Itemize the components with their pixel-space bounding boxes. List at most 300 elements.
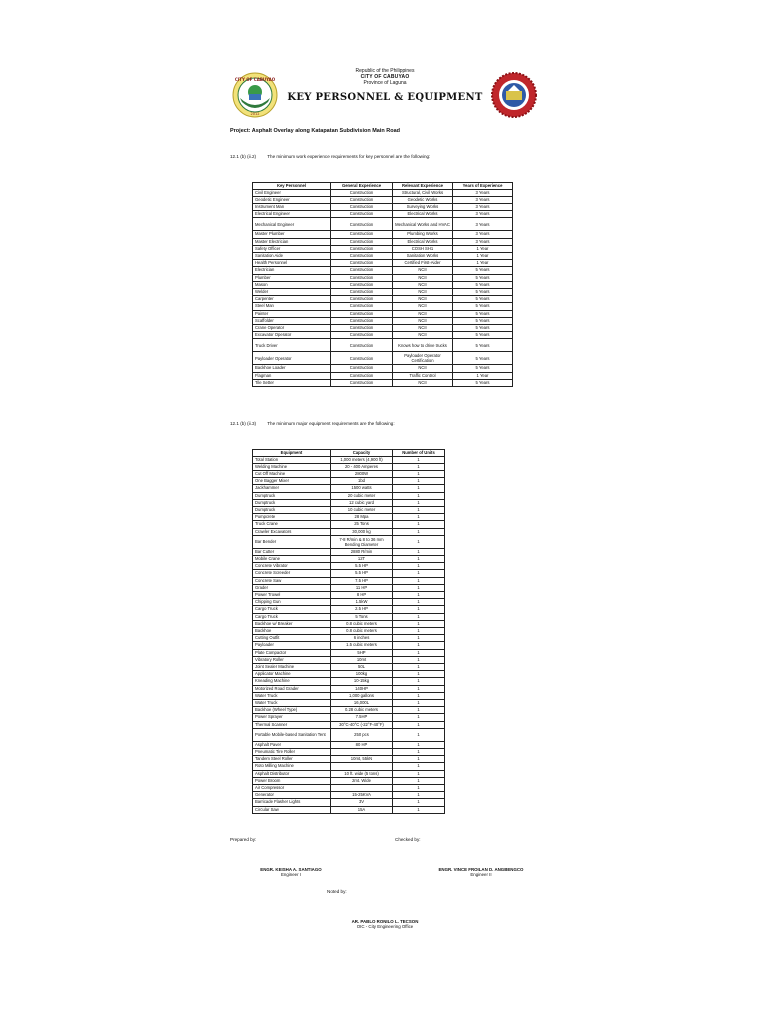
table-cell: 2.5 HP [331, 606, 393, 613]
table-cell: 11 HP [331, 584, 393, 591]
table-cell: 15A [331, 806, 393, 813]
table-row [253, 506, 445, 513]
personnel-clause-number: 12.1 (b) (ii.2) [230, 154, 257, 159]
table-cell: 1 [393, 485, 445, 492]
table-cell: Asphalt Paver [253, 741, 331, 748]
table-row [253, 649, 445, 656]
table-cell: 15-25KVA [331, 792, 393, 799]
table-cell: 5 Years [453, 339, 513, 352]
table-cell: NCII [393, 274, 453, 281]
table-cell: 1 [393, 792, 445, 799]
table-cell: 1 [393, 763, 445, 770]
table-row [253, 245, 513, 252]
table-cell: Electrical Works [393, 238, 453, 245]
table-cell: 5 Years [453, 281, 513, 288]
table-cell: 1 Year [453, 245, 513, 252]
table-row [253, 685, 445, 692]
table-cell: 1 [393, 470, 445, 477]
table-cell: 1.5 cubic meters [331, 642, 393, 649]
table-row [253, 528, 445, 535]
table-cell: Certified First-Aider [393, 260, 453, 267]
table-cell: 1 [393, 656, 445, 663]
table-cell: 1 [393, 692, 445, 699]
table-cell: 5 Years [453, 296, 513, 303]
table-cell: 2800W [331, 470, 393, 477]
table-cell: 1 [393, 707, 445, 714]
table-cell: Sanitation Aide [253, 252, 331, 259]
table-cell: NCII [393, 317, 453, 324]
table-row [253, 799, 445, 806]
equipment-clause-text: The minimum major equipment requirements are the following: [267, 421, 395, 426]
table-cell: Scaffolder [253, 317, 331, 324]
table-cell: Construction [331, 352, 393, 365]
table-cell: 5HP [331, 649, 393, 656]
table-row [253, 492, 445, 499]
table-cell: NCII [393, 303, 453, 310]
table-row [253, 379, 513, 386]
table-cell: Health Personnel [253, 260, 331, 267]
table-cell: Pumpcrete [253, 514, 331, 521]
table-cell: 10-15kg [331, 678, 393, 685]
table-cell: 250 pcs [331, 728, 393, 741]
table-row [253, 635, 445, 642]
table-cell: 5 Years [453, 310, 513, 317]
table-cell: Truck Crane [253, 521, 331, 528]
table-row [253, 756, 445, 763]
column-header: General Experience [331, 183, 393, 190]
table-row [253, 274, 513, 281]
table-cell: 1 [393, 799, 445, 806]
table-row [253, 238, 513, 245]
table-cell: Painter [253, 310, 331, 317]
table-cell: 1,000 meters (4,900 ft) [331, 456, 393, 463]
table-cell: Payloader [253, 642, 331, 649]
table-cell: Motorized Road Grader [253, 685, 331, 692]
table-cell: 1 [393, 528, 445, 535]
checker-name: ENGR. VINCE FROILAN D. ANGBENGCO [438, 867, 524, 872]
table-cell: 28 Mpa [331, 514, 393, 521]
header-city: CITY OF CABUYAO [360, 74, 410, 80]
table-cell: 30,000 kg [331, 528, 393, 535]
table-cell: Cutting Outfit [253, 635, 331, 642]
table-row [253, 324, 513, 331]
table-cell: 1 [393, 685, 445, 692]
table-cell: Knows how to drive trucks [393, 339, 453, 352]
table-cell: Backhoe w/ Breaker [253, 620, 331, 627]
table-cell: 20 cubic meter [331, 492, 393, 499]
table-cell: 1 Year [453, 260, 513, 267]
table-cell: 1 [393, 700, 445, 707]
table-cell: 1 [393, 548, 445, 555]
table-row [253, 606, 445, 613]
table-row [253, 591, 445, 598]
table-cell: NCII [393, 332, 453, 339]
table-row [253, 332, 513, 339]
table-cell: Surveying Works [393, 203, 453, 210]
table-row [253, 663, 445, 670]
table-cell: 1500 watts [331, 485, 393, 492]
document-header [230, 68, 540, 103]
table-row [253, 231, 513, 238]
table-cell: 1 [393, 521, 445, 528]
table-cell: 1 [393, 749, 445, 756]
key-personnel-table [252, 182, 513, 387]
table-row [253, 642, 445, 649]
project-title: Project: Asphalt Overlay along Katapatan Subdivision Main Road [230, 128, 401, 134]
table-row [253, 463, 445, 470]
table-cell: Dumptruck [253, 506, 331, 513]
table-cell: Geodetic Works [393, 196, 453, 203]
table-cell: Truck Driver [253, 339, 331, 352]
table-cell: Flagman [253, 372, 331, 379]
table-row [253, 218, 513, 231]
table-cell: 1 [393, 777, 445, 784]
personnel-clause-text: The minimum work experience requirements for key personnel are the following: [267, 154, 431, 159]
table-cell: 3 Years [453, 218, 513, 231]
table-cell: 7-8 R/min & 8 to 36 mm Bending Diameter [331, 535, 393, 548]
table-cell: 80 HP [331, 741, 393, 748]
table-row [253, 252, 513, 259]
table-cell: 0.8 cubic meters [331, 620, 393, 627]
table-cell: 1 Year [453, 252, 513, 259]
table-cell: 1 [393, 714, 445, 721]
table-cell: Construction [331, 339, 393, 352]
table-row [253, 521, 445, 528]
table-cell: COSH SH1 [393, 245, 453, 252]
table-cell: 1 [393, 456, 445, 463]
table-cell: Air Compressor [253, 785, 331, 792]
table-cell: Cut Off Machine [253, 470, 331, 477]
table-cell: Construction [331, 267, 393, 274]
table-cell [331, 785, 393, 792]
table-cell: Dumptruck [253, 499, 331, 506]
table-row [253, 260, 513, 267]
table-row [253, 548, 445, 555]
table-cell: 1 [393, 570, 445, 577]
table-cell: Carpenter [253, 296, 331, 303]
equipment-clause-number: 12.1 (b) (ii.3) [230, 421, 257, 426]
table-cell: 10mt, 55kN [331, 756, 393, 763]
table-cell: Payloader Operator Certification [393, 352, 453, 365]
table-cell: Construction [331, 303, 393, 310]
table-cell: 20 - 400 Amperes [331, 463, 393, 470]
table-row [253, 310, 513, 317]
table-cell: NCII [393, 379, 453, 386]
table-cell: 3 Years [453, 211, 513, 218]
table-cell: 1 [393, 591, 445, 598]
table-cell: Construction [331, 238, 393, 245]
table-cell: Electrical Works [393, 211, 453, 218]
preparer-block [246, 867, 336, 877]
noter-role: OIC - City Engineering Office [356, 924, 414, 929]
table-cell: 5 Years [453, 288, 513, 295]
table-cell: Mason [253, 281, 331, 288]
table-row [253, 728, 445, 741]
table-cell: Construction [331, 189, 393, 196]
table-cell: Backhoe Loader [253, 365, 331, 372]
table-row [253, 499, 445, 506]
equipment-clause [230, 421, 395, 426]
table-cell: 5 Years [453, 352, 513, 365]
table-cell: NCII [393, 296, 453, 303]
table-cell: Concrete Saw [253, 577, 331, 584]
table-cell: 1 [393, 663, 445, 670]
table-cell: 30°C-40°C (-22°F-40°F) [331, 721, 393, 728]
table-row [253, 692, 445, 699]
preparer-name: ENGR. KEISHA A. SANTIAGO [260, 867, 322, 872]
table-cell: Structural, Civil Works [393, 189, 453, 196]
table-cell: Generator [253, 792, 331, 799]
table-cell: Master Electrician [253, 238, 331, 245]
table-row [253, 656, 445, 663]
table-cell: Total Station [253, 456, 331, 463]
table-cell: Circular Saw [253, 806, 331, 813]
table-cell: 3 Years [453, 231, 513, 238]
table-cell: 1 [393, 499, 445, 506]
table-cell: Plumbing Works [393, 231, 453, 238]
table-row [253, 577, 445, 584]
table-cell: NCII [393, 267, 453, 274]
table-cell: Water Truck [253, 692, 331, 699]
header-province: Province of Laguna [363, 80, 407, 86]
table-row [253, 203, 513, 210]
table-cell: Construction [331, 379, 393, 386]
table-cell: Joint Sealer Machine [253, 663, 331, 670]
table-cell: 3 Years [453, 238, 513, 245]
table-cell: Construction [331, 245, 393, 252]
table-cell: Geodetic Engineer [253, 196, 331, 203]
table-cell: Construction [331, 281, 393, 288]
table-cell: Crane Operator [253, 324, 331, 331]
table-row [253, 763, 445, 770]
table-row [253, 456, 445, 463]
column-header: Equipment [253, 450, 331, 457]
table-cell: Crawler Excavators [253, 528, 331, 535]
table-cell: Electrician [253, 267, 331, 274]
table-cell: 10 cubic meter [331, 506, 393, 513]
table-cell: 3V [331, 799, 393, 806]
table-cell: 1 [393, 506, 445, 513]
table-cell: Concrete Screeder [253, 570, 331, 577]
table-cell: Jackhammer [253, 485, 331, 492]
table-cell: 0.28 cubic meters [331, 707, 393, 714]
table-cell: 1 [393, 649, 445, 656]
table-cell: Plate Compactor [253, 649, 331, 656]
table-row [253, 613, 445, 620]
table-cell: Power Broom [253, 777, 331, 784]
table-cell: 5.5 HP [331, 563, 393, 570]
column-header: Years of Experience [453, 183, 513, 190]
table-row [253, 770, 445, 777]
header-republic: Republic of the Philippines [355, 68, 415, 74]
table-cell: Tile Setter [253, 379, 331, 386]
table-cell: 10 ft. wide (5 tons) [331, 770, 393, 777]
table-cell: NCII [393, 310, 453, 317]
table-cell: Tandem Steel Roller [253, 756, 331, 763]
table-row [253, 352, 513, 365]
table-cell: Construction [331, 310, 393, 317]
table-cell: 1 [393, 721, 445, 728]
table-cell: 1 [393, 627, 445, 634]
table-cell: Dumptruck [253, 492, 331, 499]
table-cell: 5.5 HP [331, 570, 393, 577]
table-cell: Barricade Flasher Lights [253, 799, 331, 806]
table-cell: NCII [393, 288, 453, 295]
table-cell: Kneading Machine [253, 678, 331, 685]
table-cell: Master Plumber [253, 231, 331, 238]
table-cell: 3 Years [453, 203, 513, 210]
table-cell: Civil Engineer [253, 189, 331, 196]
table-cell: Safety Officer [253, 245, 331, 252]
table-cell: Construction [331, 317, 393, 324]
table-cell: 5 Tons [331, 613, 393, 620]
table-cell: 140HP [331, 685, 393, 692]
table-cell: 1 [393, 584, 445, 591]
table-cell: 2880 R/min [331, 548, 393, 555]
table-row [253, 211, 513, 218]
table-row [253, 267, 513, 274]
table-cell: Plumber [253, 274, 331, 281]
table-row [253, 599, 445, 606]
checker-block [428, 867, 534, 877]
table-cell: 25 Tons [331, 521, 393, 528]
table-cell: Cargo Truck [253, 606, 331, 613]
table-row [253, 288, 513, 295]
table-row [253, 563, 445, 570]
table-cell: Mechanical Engineer [253, 218, 331, 231]
equipment-table [252, 449, 445, 814]
table-cell: 3 Years [453, 196, 513, 203]
table-cell: 12T [331, 555, 393, 562]
table-cell: Instrument Man [253, 203, 331, 210]
table-cell: 100kg [331, 671, 393, 678]
table-cell: Grader [253, 584, 331, 591]
table-cell: 50L [331, 663, 393, 670]
table-row [253, 620, 445, 627]
table-cell: 5 Years [453, 317, 513, 324]
table-row [253, 555, 445, 562]
table-cell: Construction [331, 211, 393, 218]
table-cell: 5 Years [453, 324, 513, 331]
table-cell: Applicator Machine [253, 671, 331, 678]
table-row [253, 671, 445, 678]
table-cell: Welder [253, 288, 331, 295]
table-row [253, 303, 513, 310]
table-cell: 1 [393, 642, 445, 649]
table-cell: 1,000 gallons [331, 692, 393, 699]
table-row [253, 281, 513, 288]
table-row [253, 785, 445, 792]
column-header: Relevant Experience [393, 183, 453, 190]
table-cell: 1 [393, 599, 445, 606]
table-cell: Construction [331, 274, 393, 281]
table-row [253, 365, 513, 372]
table-cell: 5 Years [453, 303, 513, 310]
table-row [253, 570, 445, 577]
table-cell: 12 cubic yard [331, 499, 393, 506]
table-row [253, 535, 445, 548]
table-cell: Construction [331, 196, 393, 203]
noter-name: AR. PABLO RONILO L. TECSON [351, 919, 419, 924]
table-cell: 1 [393, 606, 445, 613]
table-cell: Construction [331, 288, 393, 295]
table-cell: Backhoe (Wheel Type) [253, 707, 331, 714]
table-cell: 1 [393, 492, 445, 499]
table-cell: Construction [331, 260, 393, 267]
table-cell: Asphalt Distributor [253, 770, 331, 777]
table-cell: 1 [393, 728, 445, 741]
table-cell: 1 [393, 620, 445, 627]
table-cell: 2mt. Wide [331, 777, 393, 784]
table-row [253, 339, 513, 352]
table-row [253, 741, 445, 748]
table-cell: Bar Cutter [253, 548, 331, 555]
table-cell: 10mt [331, 656, 393, 663]
table-cell: Construction [331, 203, 393, 210]
table-cell: Welding Machine [253, 463, 331, 470]
table-row [253, 478, 445, 485]
table-cell: Chipping Gun [253, 599, 331, 606]
checker-role: Engineer II [470, 872, 492, 877]
table-cell: 5 Years [453, 365, 513, 372]
table-cell: NCII [393, 281, 453, 288]
table-cell: 1 [393, 741, 445, 748]
prepared-by-label: Prepared by: [230, 837, 257, 842]
table-cell: 1 [393, 478, 445, 485]
table-cell: Construction [331, 324, 393, 331]
table-cell: 5 Years [453, 332, 513, 339]
table-cell: Construction [331, 296, 393, 303]
table-cell: Electrical Engineer [253, 211, 331, 218]
table-row [253, 317, 513, 324]
table-cell: 1 [393, 806, 445, 813]
table-row [253, 749, 445, 756]
table-cell: 5 Years [453, 274, 513, 281]
table-cell: 8 HP [331, 591, 393, 598]
table-cell: 5 Years [453, 267, 513, 274]
table-row [253, 196, 513, 203]
table-row [253, 714, 445, 721]
table-cell: 1 [393, 577, 445, 584]
table-cell: 1.5kW [331, 599, 393, 606]
table-cell: 7.5 HP [331, 577, 393, 584]
table-cell: 1 [393, 770, 445, 777]
table-cell: 1 [393, 535, 445, 548]
table-cell: Construction [331, 365, 393, 372]
personnel-clause [230, 154, 430, 159]
table-cell: 1 [393, 785, 445, 792]
table-cell: Concrete Vibrator [253, 563, 331, 570]
table-cell: 6 inches [331, 635, 393, 642]
table-cell: 0.8 cubic meters [331, 627, 393, 634]
table-row [253, 485, 445, 492]
table-row [253, 514, 445, 521]
table-cell: 1 Year [453, 372, 513, 379]
table-row [253, 678, 445, 685]
table-row [253, 721, 445, 728]
table-cell: 1bd [331, 478, 393, 485]
document-title: KEY PERSONNEL & EQUIPMENT [287, 92, 483, 103]
table-cell: Construction [331, 332, 393, 339]
table-cell: NCII [393, 365, 453, 372]
table-row [253, 792, 445, 799]
table-row [253, 627, 445, 634]
noter-block [335, 919, 435, 929]
table-cell: Backhoe [253, 627, 331, 634]
table-cell: 7.5HP [331, 714, 393, 721]
table-cell: Construction [331, 218, 393, 231]
seal-lettering: CITY OF CABUYAO [234, 77, 276, 82]
